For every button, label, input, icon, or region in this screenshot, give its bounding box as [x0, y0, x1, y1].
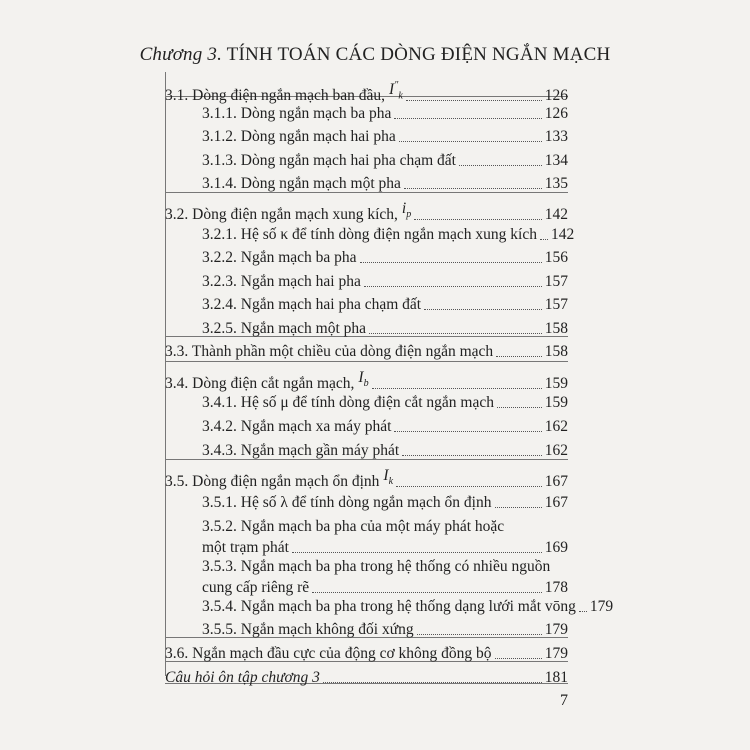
toc-entry-page: 159 — [544, 375, 568, 393]
symbol-sub: b — [363, 378, 369, 390]
dot-leader — [406, 100, 542, 101]
toc-entry-continuation — [202, 579, 568, 597]
toc-entry[interactable] — [202, 249, 568, 267]
toc-entry[interactable] — [165, 369, 568, 393]
dot-leader — [417, 634, 542, 635]
toc-entry-title-cont: một trạm phát — [202, 539, 289, 556]
dot-leader — [496, 356, 542, 357]
toc-entry[interactable] — [165, 645, 568, 663]
toc-entry-page: 167 — [544, 494, 568, 511]
toc-entry-page: 126 — [544, 87, 568, 105]
toc-entry-title: 3.4. Dòng điện cắt ngắn mạch, — [165, 375, 355, 393]
dot-leader — [292, 552, 542, 553]
toc-entry[interactable] — [202, 128, 568, 146]
dot-leader — [312, 592, 542, 593]
toc-entry[interactable] — [202, 598, 614, 616]
toc-entry-page: 142 — [544, 206, 568, 224]
math-symbol — [402, 200, 411, 224]
toc-entry-page: 179 — [589, 598, 614, 615]
dot-leader — [399, 141, 542, 142]
toc-entry[interactable] — [202, 442, 568, 460]
toc-entry[interactable] — [202, 494, 568, 512]
toc-entry-title: 3.2.1. Hệ số κ để tính dòng điện ngắn mạch xung kích — [202, 226, 537, 243]
toc-entry-title: 3.1.3. Dòng ngắn mạch hai pha chạm đất — [202, 152, 456, 169]
symbol-base: I — [388, 81, 395, 99]
toc-entry-page: 162 — [544, 418, 568, 435]
toc-entry-page: 135 — [544, 175, 568, 192]
toc-entry-title: 3.2.4. Ngắn mạch hai pha chạm đất — [202, 296, 422, 313]
math-symbol — [389, 77, 403, 105]
toc-entry-page: 158 — [544, 343, 568, 360]
chapter-label: Chương 3. — [139, 44, 223, 65]
toc-entry[interactable] — [165, 200, 568, 224]
toc-entry[interactable] — [202, 273, 568, 291]
dot-leader — [369, 333, 542, 334]
toc-entry[interactable] — [165, 343, 568, 361]
toc-entry[interactable] — [202, 558, 568, 597]
dot-leader — [360, 262, 542, 263]
symbol-base: i — [401, 200, 407, 217]
dot-leader — [394, 118, 541, 119]
dot-leader — [396, 486, 542, 487]
toc-entry-title: 3.2.5. Ngắn mạch một pha — [202, 320, 367, 337]
toc-entry-title: 3.5.4. Ngắn mạch ba pha trong hệ thống dạng lưới mắt vōng — [202, 598, 576, 615]
toc-entry-page: 157 — [544, 296, 568, 313]
symbol-base: I — [358, 369, 364, 386]
dot-leader — [459, 165, 542, 166]
toc-entry[interactable] — [165, 467, 568, 491]
toc-entry-page: 126 — [544, 105, 568, 122]
toc-entry-page: 178 — [544, 579, 568, 596]
toc-entry[interactable] — [202, 152, 568, 170]
toc-entry-page: 157 — [544, 273, 568, 290]
symbol-sup: " — [394, 80, 399, 91]
page-number: 7 — [560, 692, 568, 709]
math-symbol — [358, 369, 368, 393]
toc-entry-page: 159 — [544, 394, 568, 411]
dot-leader — [495, 507, 542, 508]
toc-entry[interactable] — [202, 621, 568, 639]
toc-entry[interactable] — [165, 77, 568, 105]
toc-entry[interactable] — [202, 175, 568, 193]
toc-entry-page: 179 — [544, 621, 568, 638]
toc-entry-page: 142 — [550, 226, 575, 243]
dot-leader — [364, 286, 542, 287]
toc-entry[interactable] — [202, 296, 568, 314]
toc-entry[interactable] — [202, 394, 568, 412]
toc-entry-page: 169 — [544, 539, 568, 556]
dot-leader — [540, 239, 548, 240]
toc-entry-page: 156 — [544, 249, 568, 266]
toc-entry-title: 3.5.1. Hệ số λ để tính dòng ngắn mạch ổn định — [202, 494, 492, 511]
toc-entry[interactable] — [202, 226, 575, 244]
toc-entry[interactable] — [202, 518, 568, 557]
toc-entry-title: 3.4.3. Ngắn mạch gần máy phát — [202, 442, 400, 459]
toc-divider — [165, 361, 568, 362]
dot-leader — [579, 611, 587, 612]
dot-leader — [414, 219, 542, 220]
toc-entry-page: 133 — [544, 128, 568, 145]
toc-entry-title: 3.4.2. Ngắn mạch xa máy phát — [202, 418, 392, 435]
toc-entry[interactable] — [202, 418, 568, 436]
toc-entry-title: 3.2. Dòng điện ngắn mạch xung kích, — [165, 206, 398, 224]
toc-entry-title: 3.1. Dòng điện ngắn mạch ban đầu, — [165, 87, 385, 105]
toc-entry-page: 181 — [544, 669, 568, 686]
toc-entry-title: 3.1.1. Dòng ngắn mạch ba pha — [202, 105, 392, 122]
dot-leader — [424, 309, 542, 310]
dot-leader — [372, 388, 542, 389]
toc-entry-page: 179 — [544, 645, 568, 662]
toc-entry-title: 3.5.3. Ngắn mạch ba pha trong hệ thống có nhiều nguồn — [202, 558, 551, 575]
symbol-sub: p — [406, 209, 412, 221]
toc-entry-title: 3.2.3. Ngắn mạch hai pha — [202, 273, 361, 290]
toc-entry-title: 3.5.2. Ngắn mạch ba pha của một máy phát hoặc — [202, 518, 505, 535]
toc-entry-title: 3.5.5. Ngắn mạch không đối xứng — [202, 621, 414, 638]
toc-entry-page: 134 — [544, 152, 568, 169]
toc-entry-title: 3.6. Ngắn mạch đầu cực của động cơ không đồng bộ — [165, 645, 492, 662]
symbol-base: I — [383, 467, 389, 484]
dot-leader — [323, 682, 542, 683]
dot-leader — [402, 455, 542, 456]
toc-entry-title-cont: cung cấp riêng rẽ — [202, 579, 310, 596]
toc-entry[interactable] — [165, 669, 568, 687]
math-symbol — [383, 467, 393, 491]
chapter-title: TÍNH TOÁN CÁC DÒNG ĐIỆN NGẮN MẠCH — [226, 44, 611, 65]
toc-entry-title: 3.2.2. Ngắn mạch ba pha — [202, 249, 357, 266]
toc-entry-title: 3.1.4. Dòng ngắn mạch một pha — [202, 175, 401, 192]
toc-entry[interactable] — [202, 105, 568, 123]
toc-entry-title: 3.5. Dòng điện ngắn mạch ổn định — [165, 473, 380, 491]
dot-leader — [497, 407, 542, 408]
toc-entry-page: 158 — [544, 320, 568, 337]
toc-entry-continuation — [202, 539, 568, 557]
dot-leader — [394, 431, 541, 432]
toc-entry-title: Câu hỏi ôn tập chương 3 — [165, 669, 320, 686]
dot-leader — [404, 188, 542, 189]
toc-entry-title: 3.1.2. Dòng ngắn mạch hai pha — [202, 128, 396, 145]
toc-entry[interactable] — [202, 320, 568, 338]
toc-entry-page: 167 — [544, 473, 568, 491]
toc-entry-title: 3.3. Thành phần một chiều của dòng điện ngắn mạch — [165, 343, 494, 360]
symbol-sub: k — [388, 476, 394, 488]
toc-entry-page: 162 — [544, 442, 568, 459]
symbol-sub: k — [398, 90, 403, 102]
dot-leader — [495, 658, 542, 659]
toc-entry-title: 3.4.1. Hệ số μ để tính dòng điện cắt ngắn mạch — [202, 394, 494, 411]
